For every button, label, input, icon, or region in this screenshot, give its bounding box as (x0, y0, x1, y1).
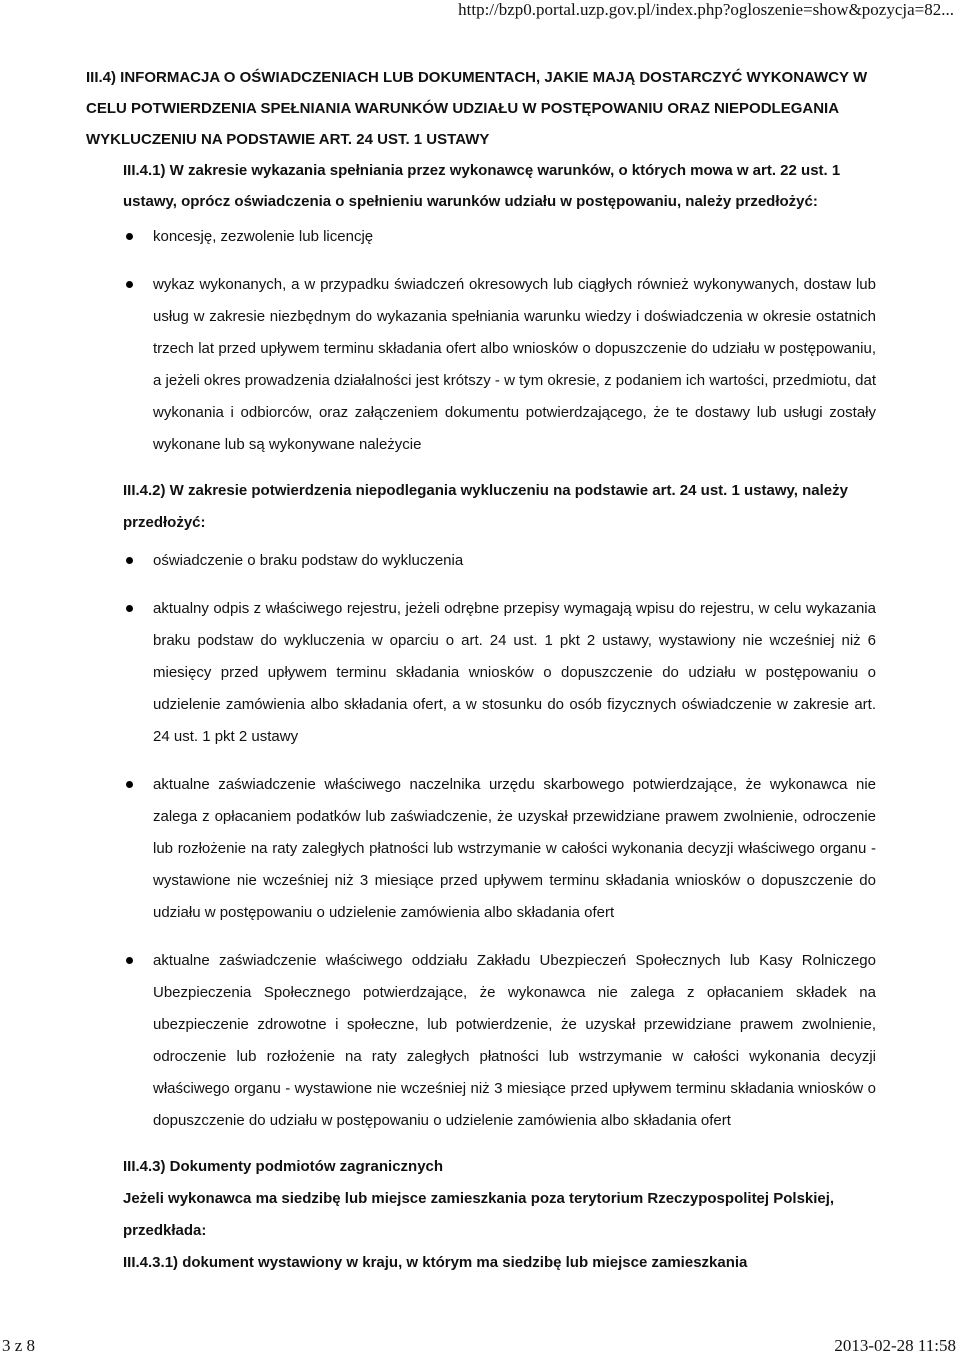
list-item: aktualne zaświadczenie właściwego oddziału Zakładu Ubezpieczeń Społecznych lub Kasy Rolniczego Ubezpieczenia Społecznego potwierdzające, że wykonawca nie zalega z opłacaniem składek na ubezpieczenie zdrowotne i społeczne, lub potwierdzenie, że uzyskał przewidziane prawem zwolnienie, odroczenie lub rozłożenie na raty zaległych płatności lub wstrzymanie w całości wykonania decyzji właściwego organu - wystawione nie wcześniej niż 3 miesiące przed upływem terminu składania wniosków o dopuszczenie do udziału w postępowaniu o udzielenie zamówienia albo składania ofert (123, 945, 876, 1137)
section-iii41-title: III.4.1) W zakresie wykazania spełniania przez wykonawcę warunków, o których mowa w art. 22 ust. 1 ustawy, oprócz oświadczenia o spełnieniu warunków udziału w postępowaniu, należy przedłożyć: (123, 162, 841, 210)
list-item: koncesję, zezwolenie lub licencję (123, 221, 876, 253)
list-item: aktualny odpis z właściwego rejestru, jeżeli odrębne przepisy wymagają wpisu do rejestru, w celu wykazania braku podstaw do wykluczenia w oparciu o art. 24 ust. 1 pkt 2 ustawy, wystawiony nie wcześniej niż 6 miesięcy przed upływem terminu składania wniosków o dopuszczenie do udziału w postępowaniu o udzielenie zamówienia albo składania ofert, a w stosunku do osób fizycznych oświadczenie w zakresie art. 24 ust. 1 pkt 2 ustawy (123, 593, 876, 753)
list-item: wykaz wykonanych, a w przypadku świadczeń okresowych lub ciągłych również wykonywanych, dostaw lub usług w zakresie niezbędnym do wykazania spełniania warunku wiedzy i doświadczenia w okresie ostatnich trzech lat przed upływem terminu składania ofert albo wniosków o dopuszczenie do udziału w postępowaniu, a jeżeli okres prowadzenia działalności jest krótszy - w tym okresie, z podaniem ich wartości, przedmiotu, dat wykonania i odbiorców, oraz załączeniem dokumentu potwierdzającego, że te dostawy lub usługi zostały wykonane lub są wykonywane należycie (123, 269, 876, 461)
page-number: 3 z 8 (2, 1336, 36, 1355)
section-iii41 (86, 155, 876, 1279)
list-item: aktualne zaświadczenie właściwego naczelnika urzędu skarbowego potwierdzające, że wykonawca nie zalega z opłacaniem podatków lub zaświadczenie, że uzyskał przewidziane prawem zwolnienie, odroczenie lub rozłożenie na raty zaległych płatności lub wstrzymanie w całości wykonania decyzji właściwego organu - wystawione nie wcześniej niż 3 miesiące przed upływem terminu składania wniosków o dopuszczenie do udziału w postępowaniu o udzielenie zamówienia albo składania ofert (123, 769, 876, 929)
page-url: http://bzp0.portal.uzp.gov.pl/index.php?ogloszenie=show&pozycja=82... (458, 0, 954, 19)
section-iii4-title: III.4) INFORMACJA O OŚWIADCZENIACH LUB DOKUMENTACH, JAKIE MAJĄ DOSTARCZYĆ WYKONAWCY W CELU POTWIERDZENIA SPEŁNIANIA WARUNKÓW UDZIAŁU W POSTĘPOWANIU ORAZ NIEPODLEGANIA WYKLUCZENIU NA PODSTAWIE ART. 24 UST. 1 USTAWY (86, 69, 868, 148)
list-item: oświadczenie o braku podstaw do wykluczenia (123, 545, 876, 577)
section-iii42-list (123, 545, 876, 1137)
document-body (86, 62, 876, 1279)
section-iii42-title: III.4.2) W zakresie potwierdzenia niepodlegania wykluczeniu na podstawie art. 24 ust. 1 ustawy, należy przedłożyć: (123, 482, 848, 531)
section-iii41-list (123, 221, 876, 461)
section-iii431-title: III.4.3.1) dokument wystawiony w kraju, w którym ma siedzibę lub miejsce zamieszkania (123, 1254, 748, 1271)
section-iii43-title: III.4.3) Dokumenty podmiotów zagranicznych (123, 1158, 444, 1175)
section-iii43-intro: Jeżeli wykonawca ma siedzibę lub miejsce zamieszkania poza terytorium Rzeczypospolitej Polskiej, przedkłada: (123, 1190, 835, 1239)
print-datetime: 2013-02-28 11:58 (834, 1336, 956, 1355)
